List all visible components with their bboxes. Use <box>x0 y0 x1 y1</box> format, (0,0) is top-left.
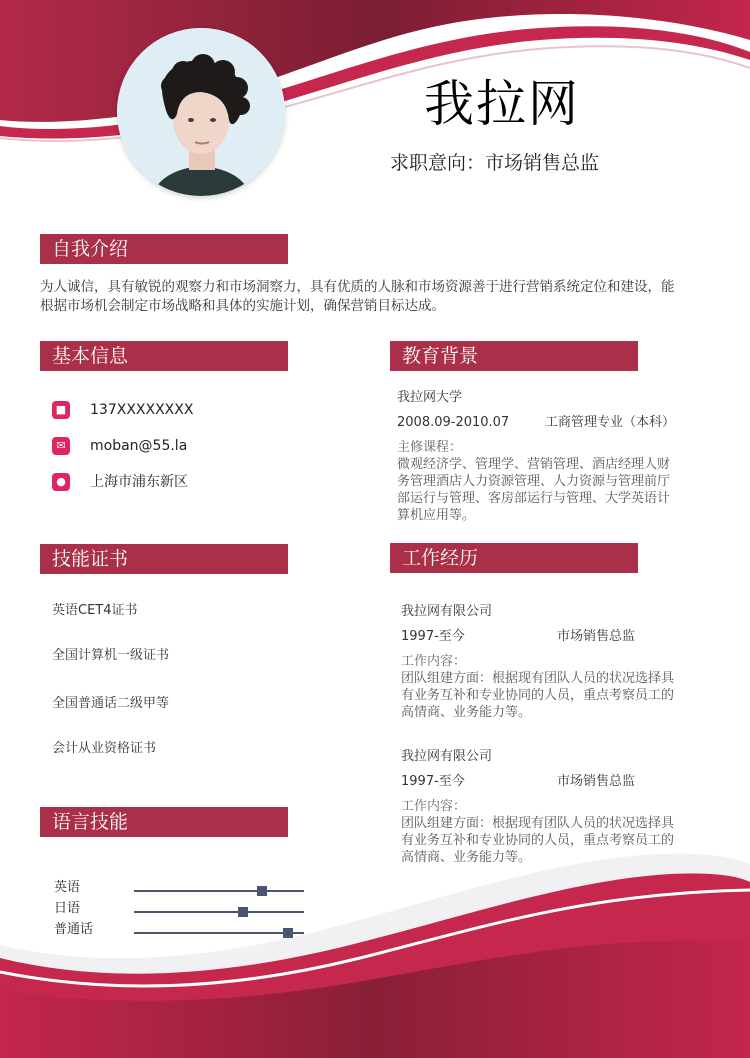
language-level-bar <box>134 926 304 940</box>
job-content-label: 工作内容： <box>401 799 467 814</box>
job-intent: 求职意向：市场销售总监 <box>390 152 600 174</box>
section-title-languages: 语言技能 <box>40 807 288 837</box>
skill-item: 全国普通话二级甲等 <box>52 696 170 711</box>
skill-item: 会计从业资格证书 <box>52 741 157 756</box>
section-title-work: 工作经历 <box>390 543 638 573</box>
email-text: moban@55.la <box>90 438 188 454</box>
job-position: 市场销售总监 <box>557 629 636 644</box>
skill-item: 全国计算机一级证书 <box>52 648 170 663</box>
job-content-line: 团队组建方面：根据现有团队人员的状况选择具 <box>401 816 675 831</box>
job-company: 我拉网有限公司 <box>401 749 493 764</box>
job-company: 我拉网有限公司 <box>401 604 493 619</box>
courses-line: 部运行与管理、客房部运行与管理、大学英语计 <box>397 491 671 506</box>
candidate-name: 我拉网 <box>424 75 580 133</box>
job-content-label: 工作内容： <box>401 654 467 669</box>
job-content-line: 团队组建方面：根据现有团队人员的状况选择具 <box>401 671 675 686</box>
portrait-image <box>117 28 285 196</box>
intro-line: 根据市场机会制定市场战略和具体的实施计划，确保营销目标达成。 <box>40 298 445 314</box>
language-label: 英语 <box>54 880 81 895</box>
intro-line: 为人诚信，具有敏锐的观察力和市场洞察力，具有优质的人脉和市场资源善于进行营销系统定位和建设，能 <box>40 279 675 295</box>
school-name: 我拉网大学 <box>397 390 463 405</box>
level-marker <box>238 907 248 917</box>
courses-line: 微观经济学、管理学、营销管理、酒店经理人财 <box>397 457 671 472</box>
language-level-bar <box>134 905 304 919</box>
language-level-bar <box>134 884 304 898</box>
phone-icon: ■ <box>52 401 70 419</box>
courses-line: 务管理酒店人力资源管理、人力资源与管理前厅 <box>397 474 671 489</box>
level-marker <box>257 886 267 896</box>
job-period: 1997-至今 <box>401 629 465 644</box>
phone-text: 137XXXXXXXX <box>90 402 194 418</box>
level-track <box>134 911 304 913</box>
job-content-line: 高情商、业务能力等。 <box>401 705 532 720</box>
email-icon: ✉ <box>52 437 70 455</box>
intro-text <box>40 278 720 316</box>
section-title-basic: 基本信息 <box>40 341 288 371</box>
education-period: 2008.09-2010.07 <box>397 415 510 430</box>
level-track <box>134 932 304 934</box>
level-track <box>134 890 304 892</box>
job-period: 1997-至今 <box>401 774 465 789</box>
job-content-line: 高情商、业务能力等。 <box>401 850 532 865</box>
education-major: 工商管理专业（本科） <box>545 415 676 430</box>
section-title-skills: 技能证书 <box>40 544 288 574</box>
job-content-line: 有业务互补和专业协同的人员，重点考察员工的 <box>401 688 675 703</box>
language-label: 普通话 <box>54 922 94 937</box>
courses-text <box>397 456 697 524</box>
courses-line: 算机应用等。 <box>397 508 476 523</box>
address-text: 上海市浦东新区 <box>90 474 188 490</box>
language-label: 日语 <box>54 901 81 916</box>
job-position: 市场销售总监 <box>557 774 636 789</box>
location-icon: ● <box>52 473 70 491</box>
job-content <box>401 815 701 866</box>
section-title-intro: 自我介绍 <box>40 234 288 264</box>
courses-label: 主修课程： <box>397 440 463 455</box>
skill-item: 英语CET4证书 <box>52 603 138 618</box>
section-title-education: 教育背景 <box>390 341 638 371</box>
level-marker <box>283 928 293 938</box>
avatar <box>117 28 285 196</box>
job-content <box>401 670 701 721</box>
job-content-line: 有业务互补和专业协同的人员，重点考察员工的 <box>401 833 675 848</box>
